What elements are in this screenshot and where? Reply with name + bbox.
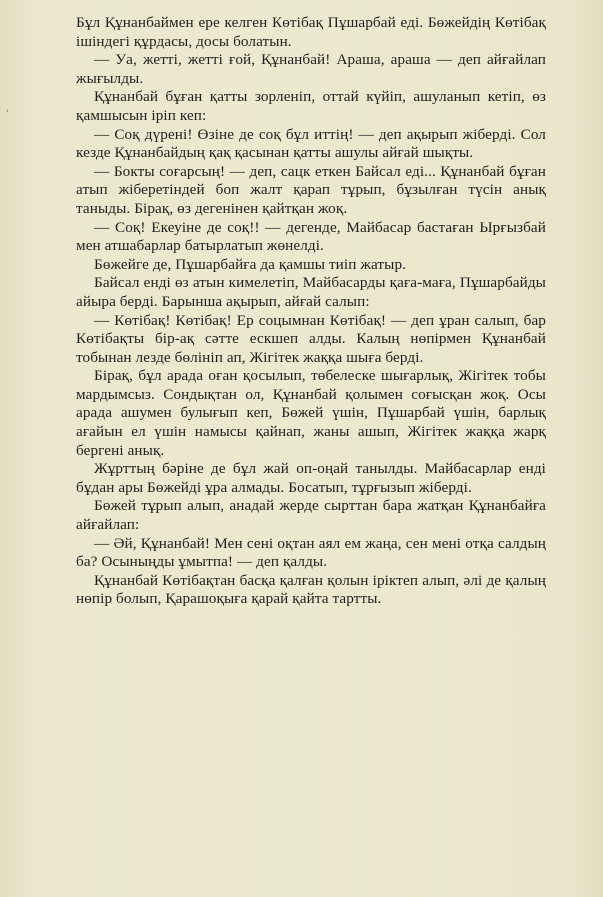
margin-mark: , (6, 104, 9, 114)
paragraph: Құнанбай бұған қатты зорленіп, оттай күйіп, ашуланып кетіп, өз қамшысын іріп кеп: (76, 88, 546, 124)
paragraph: Бірақ, бұл арада оған қосылып, төбелеске шығарлық, Жігітек тобы мардымсыз. Сондықтан ол, Құнанбай қолымен соғысқан жоқ. Осы арада ашумен булығып кеп, Бөжей үшін, Пұшарбай үшін, барлық ағайын ел үшін намысы қайнап, жаны ашып, Жігітек жаққа жарқ бергені анық. (76, 367, 546, 459)
paragraph: — Әй, Құнанбай! Мен сені оқтан аял ем жаңа, сен мені отқа салдың ба? Осыныңды ұмытпа! — деп қалды. (76, 534, 546, 571)
paragraph: — Көтібақ! Көтібақ! Ер соцымнан Көтібақ! — деп ұран салып, бар Көтібақты бір-ақ сәтте ескшеп алды. Калың нөпірмен Құнанбай тобынан лезде бөлініп ап, Жігітек жаққа шыға берді. (76, 311, 546, 366)
paragraph: Бөжейге де, Пұшарбайға да қамшы тиіп жатыр. (94, 255, 407, 273)
paragraph: — Соқ! Екеуіне де соқ!! — дегенде, Майбасар бастаған Ырғызбай мен атшабарлар батырлатып жөнелді. (76, 218, 546, 255)
paragraph: Жұрттың бәріне де бұл жай оп-оңай танылды. Майбасарлар енді бұдан ары Бөжейді ұра алмады. Босатып, тұрғызып жіберді. (76, 460, 546, 496)
paragraph: Бұл Құнанбаймен ере келген Көтібақ Пұшарбай еді. Бөжейдің Көтібақ ішіндегі құрдасы, досы болатын. (76, 14, 546, 50)
paragraph: Бөжей тұрып алып, анадай жерде сырттан бара жатқан Құнанбайға айғайлап: (76, 497, 546, 534)
paragraph: Құнанбай Көтібақтан басқа қалған қолын іріктеп алып, әлі де қалың нөпір болып, Қарашоқыға қарай қайта тартты. (76, 571, 546, 608)
paragraph: Байсал енді өз атын кимелетіп, Майбасарды қаға-маға, Пұшарбайды айыра берді. Барынша ақырып, айғай салып: (76, 274, 546, 310)
paragraph: — Бокты соғарсың! — деп, сацк еткен Байсал еді... Құнанбай бұған атып жіберетіндей боп жалт қарап тұрып, бұзылған түсін анық таныды. Бірақ, өз дегенінен қайтқан жоқ. (76, 162, 546, 217)
paragraph: — Соқ дүрені! Өзіне де соқ бұл иттің! — деп ақырып жіберді. Сол кезде Құнанбайдың қақ қасынан қатты ашулы айғай шықты. (76, 125, 546, 162)
page-text (76, 14, 546, 609)
paragraph: — Уа, жетті, жетті ғой, Құнанбай! Араша, араша — деп айғайлап жығылды. (76, 51, 546, 87)
